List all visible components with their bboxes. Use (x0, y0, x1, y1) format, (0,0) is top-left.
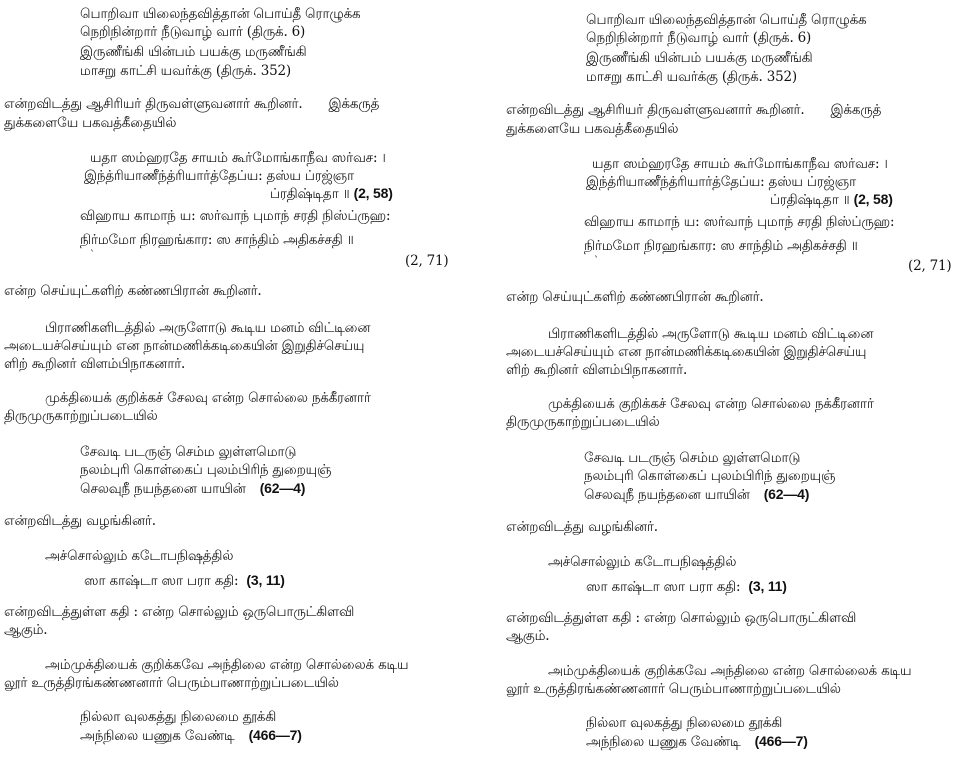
verse-line: நலம்புரி கொள்கைப் புலம்பிரிந் துறையுஞ் (80, 462, 332, 478)
verse-line: மாசறு காட்சி யவர்க்கு (திருக். 352) (586, 69, 797, 85)
verse-reference: (2, 58) (853, 191, 893, 207)
paragraph-line: என்றவிடத்து வழங்கினர். (506, 519, 658, 535)
paragraph-line: அடையச்செய்யும் என நான்மணிக்கடிகையின் இறுதிச்செய்யு (4, 338, 365, 354)
paragraph-line: முக்தியைக் குறிக்கச் சேலவு என்ற சொல்லை நக்கீரனார் (548, 396, 874, 412)
verse-line: நெறிநின்றார் நீடுவாழ் வார் (திருக். 6) (586, 30, 812, 46)
verse-text: செலவுநீ நயந்தனை யாயின் (584, 487, 750, 503)
verse-text: அந்நிலை யணுக வேண்டி (80, 728, 235, 744)
verse-reference: (2, 71) (405, 253, 449, 269)
stray-mark: ` (594, 256, 599, 267)
paragraph-text: இக்கருத் (830, 102, 882, 118)
sanskrit-line: நிர்மமோ நிரஹங்கார: ஸ சாந்திம் அதிகச்சதி ॥ (584, 238, 858, 254)
paragraph-line: அம்முக்தியைக் குறிக்கவே அந்திலை என்ற சொல்லைக் கடிய (45, 657, 409, 673)
verse-text: அந்நிலை யணுக வேண்டி (586, 734, 741, 750)
verse-text: செலவுநீ நயந்தனை யாயின் (80, 481, 246, 497)
verse-reference: (466—7) (248, 727, 302, 743)
sanskrit-text: ப்ரதிஷ்டிதா ॥ (770, 192, 850, 208)
verse-line: பொறிவா யிலைந்தவித்தான் பொய்தீ ரொழுக்க (80, 6, 361, 22)
verse-reference: (2, 71) (908, 258, 952, 274)
verse-line (80, 727, 302, 744)
verse-reference: (2, 58) (353, 185, 393, 201)
verse-line: நலம்புரி கொள்கைப் புலம்பிரிந் துறையுஞ் (584, 468, 836, 484)
paragraph-text: என்றவிடத்து ஆசிரியர் திருவள்ளுவனார் கூறினர். (4, 96, 303, 112)
sanskrit-text: ஸா காஷ்டா ஸா பரா கதி: (586, 579, 741, 595)
verse-line: நெறிநின்றார் நீடுவாழ் வார் (திருக். 6) (80, 24, 306, 40)
sanskrit-line: யதா ஸம்ஹரதே சாயம் கூர்மோங்காநீவ ஸர்வச: । (592, 156, 888, 172)
sanskrit-line (270, 185, 393, 202)
paragraph-line: பிராணிகளிடத்தில் அருளோடு கூடிய மனம் விட்டினை (45, 320, 371, 336)
paragraph-line: துக்களையே பகவத்கீதையில் (4, 115, 177, 131)
verse-line: நில்லா வுலகத்து நிலைமை தூக்கி (586, 715, 783, 731)
paragraph-line: ஆகும். (506, 628, 550, 644)
paragraph-line: திருமுருகாற்றுப்படையில் (506, 414, 660, 430)
paragraph-line: ளிற் கூறினர் விளம்பிநாகனார். (4, 356, 186, 372)
paragraph-line: துக்களையே பகவத்கீதையில் (506, 121, 679, 137)
paragraph-line: அச்சொல்லும் கடோபநிஷத்தில் (548, 554, 737, 570)
verse-line: சேவடி படருஞ் செம்ம லுள்ளமொடு (584, 450, 801, 466)
sanskrit-line: விஹாய காமாந் ய: ஸர்வாந் புமாந் சரதி நிஸ்ப்ருஹ: (584, 214, 895, 230)
sanskrit-line (586, 578, 787, 595)
verse-line: இருணீங்கி யின்பம் பயக்கு மருணீங்கி (586, 50, 813, 66)
paragraph-line: அடையச்செய்யும் என நான்மணிக்கடிகையின் இறுதிச்செய்யு (506, 344, 867, 360)
paragraph-line: என்றவிடத்துள்ள கதி : என்ற சொல்லும் ஒருபொருட்கிளவி (506, 610, 857, 626)
verse-reference: (62—4) (763, 486, 810, 502)
sanskrit-line: நிர்மமோ நிரஹங்கார: ஸ சாந்திம் அதிகச்சதி ॥ (80, 232, 354, 248)
verse-line: நில்லா வுலகத்து நிலைமை தூக்கி (80, 709, 277, 725)
verse-reference: (466—7) (754, 733, 808, 749)
paragraph-line: ளிற் கூறினர் விளம்பிநாகனார். (506, 362, 688, 378)
page-right (496, 6, 978, 764)
sanskrit-line (84, 572, 285, 589)
paragraph-line: அச்சொல்லும் கடோபநிஷத்தில் (45, 548, 234, 564)
paragraph-line: என்றவிடத்து வழங்கினர். (4, 513, 156, 529)
sanskrit-line: இந்த்ரியாணீந்த்ரியார்த்தேப்ய: தஸ்ய ப்ரஜ்ஞா (586, 174, 856, 190)
verse-line: இருணீங்கி யின்பம் பயக்கு மருணீங்கி (80, 44, 307, 60)
sanskrit-line: யதா ஸம்ஹரதே சாயம் கூர்மோங்காநீவ ஸர்வச: । (90, 150, 386, 166)
verse-reference: (3, 11) (748, 578, 787, 594)
verse-line: மாசறு காட்சி யவர்க்கு (திருக். 352) (80, 63, 291, 79)
paragraph-line: அம்முக்தியைக் குறிக்கவே அந்திலை என்ற சொல்லைக் கடிய (548, 663, 912, 679)
paragraph-line: என்ற செய்யுட்களிற் கண்ணபிரான் கூறினர். (4, 283, 262, 299)
verse-line: பொறிவா யிலைந்தவித்தான் பொய்தீ ரொழுக்க (586, 12, 867, 28)
sanskrit-line (770, 191, 893, 208)
paragraph-line (506, 102, 881, 118)
verse-reference: (62—4) (259, 480, 306, 496)
paragraph-line: லூர் உருத்திரங்கண்ணனார் பெரும்பாணாற்றுப்படையில் (4, 675, 339, 691)
paragraph-line: என்றவிடத்துள்ள கதி : என்ற சொல்லும் ஒருபொருட்கிளவி (4, 604, 355, 620)
paragraph-line: லூர் உருத்திரங்கண்ணனார் பெரும்பாணாற்றுப்படையில் (506, 681, 841, 697)
sanskrit-line: இந்த்ரியாணீந்த்ரியார்த்தேப்ய: தஸ்ய ப்ரஜ்ஞா (84, 168, 354, 184)
verse-line: சேவடி படருஞ் செம்ம லுள்ளமொடு (80, 444, 297, 460)
sanskrit-text: ப்ரதிஷ்டிதா ॥ (270, 186, 350, 202)
paragraph-line: என்ற செய்யுட்களிற் கண்ணபிரான் கூறினர். (506, 289, 764, 305)
page-left (0, 0, 480, 758)
verse-line (584, 486, 809, 503)
verse-line (80, 480, 305, 497)
paragraph-text: இக்கருத் (328, 96, 380, 112)
paragraph-line: ஆகும். (4, 622, 48, 638)
sanskrit-text: ஸா காஷ்டா ஸா பரா கதி: (84, 573, 239, 589)
paragraph-line: திருமுருகாற்றுப்படையில் (4, 408, 158, 424)
sanskrit-line: விஹாய காமாந் ய: ஸர்வாந் புமாந் சரதி நிஸ்ப்ருஹ: (80, 208, 391, 224)
stray-mark: ` (90, 250, 95, 261)
verse-reference: (3, 11) (246, 572, 285, 588)
verse-line (586, 733, 808, 750)
paragraph-line: முக்தியைக் குறிக்கச் சேலவு என்ற சொல்லை நக்கீரனார் (45, 390, 371, 406)
paragraph-text: என்றவிடத்து ஆசிரியர் திருவள்ளுவனார் கூறினர். (506, 102, 805, 118)
paragraph-line: பிராணிகளிடத்தில் அருளோடு கூடிய மனம் விட்டினை (548, 326, 874, 342)
paragraph-line (4, 96, 379, 112)
